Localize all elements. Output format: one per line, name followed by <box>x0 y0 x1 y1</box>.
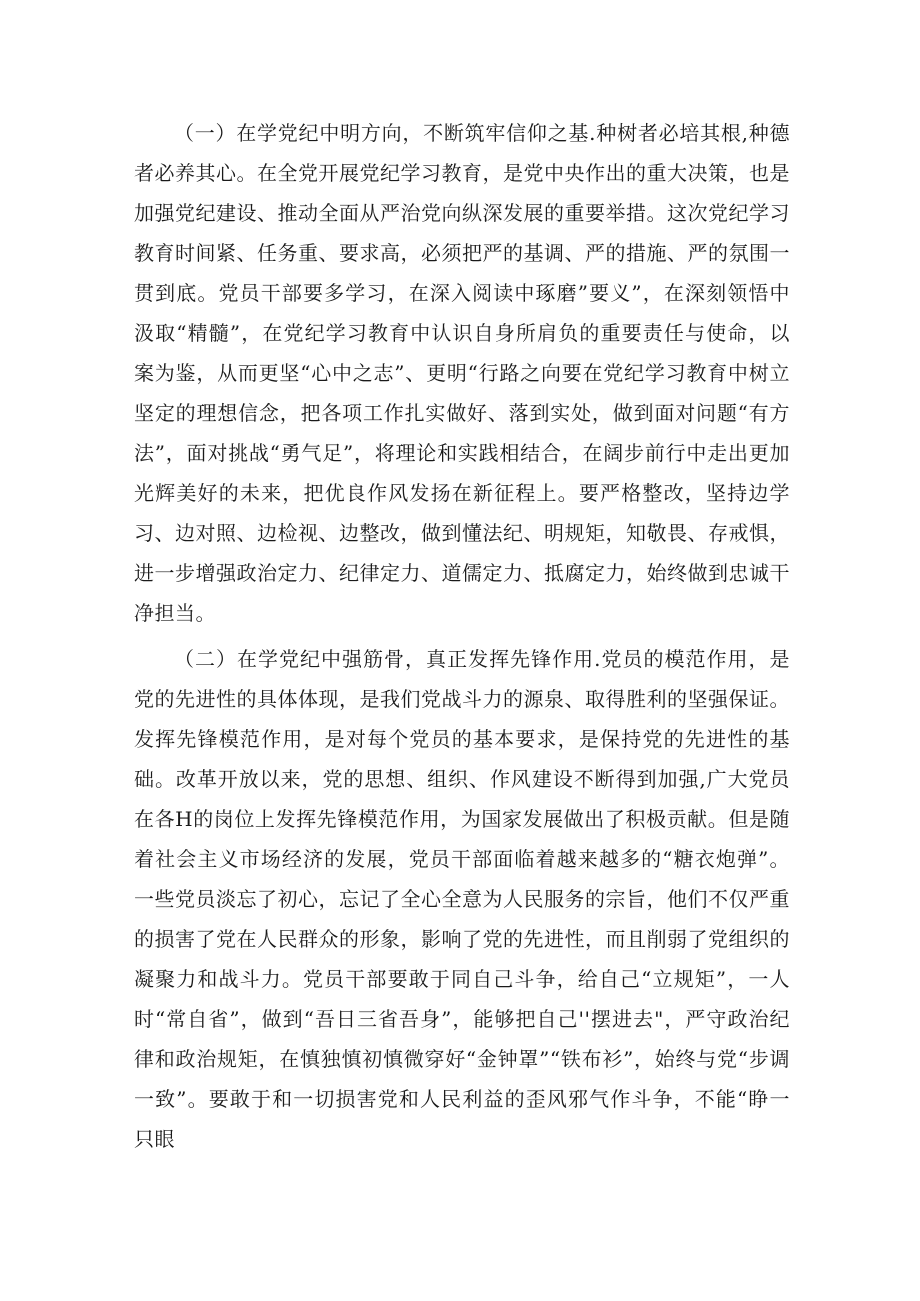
paragraph-2: （二）在学党纪中强筋骨，真正发挥先锋作用.党员的模范作用，是党的先进性的具体体现，是我们党战斗力的源泉、取得胜利的坚强保证。发挥先锋模范作用，是对每个党员的基本要求，是保持党的先进性的基础。改革开放以来，党的思想、组织、作风建设不断得到加强,广大党员在各H的岗位上发挥先锋模范作用，为国家发展做出了积极贡献。但是随着社会主义市场经济的发展，党员干部面临着越来越多的“糖衣炮弹”。一些党员淡忘了初心，忘记了全心全意为人民服务的宗旨，他们不仅严重的损害了党在人民群众的形象，影响了党的先进性，而且削弱了党组织的凝聚力和战斗力。党员干部要敢于同自己斗争，给自己“立规矩”，一人时“常自省”，做到“吾日三省吾身”，能够把自己''摆进去"，严守政治纪律和政治规矩，在慎独慎初慎微穿好“金钟罩”“铁布衫”，始终与党“步调一致”。要敢于和一切损害党和人民利益的歪风邪气作斗争，不能“睁一只眼 <box>134 647 790 1151</box>
document-body <box>134 113 790 1165</box>
paragraph-1: （一）在学党纪中明方向，不断筑牢信仰之基.种树者必培其根,种德者必养其心。在全党开展党纪学习教育，是党中央作出的重大决策，也是加强党纪建设、推动全面从严治党向纵深发展的重要举措。这次党纪学习教育时间紧、任务重、要求高，必须把严的基调、严的措施、严的氛围一贯到底。党员干部要多学习，在深入阅读中琢磨”要义”，在深刻领悟中汲取“精髓”，在党纪学习教育中认识自身所肩负的重要责任与使命，以案为鉴，从而更坚“心中之志”、更明“行路之向要在党纪学习教育中树立坚定的理想信念，把各项工作扎实做好、落到实处，做到面对问题“有方法”，面对挑战“勇气足”，将理论和实践相结合，在阔步前行中走出更加光辉美好的未来，把优良作风发扬在新征程上。要严格整改，坚持边学习、边对照、边检视、边整改，做到懂法纪、明规矩，知敬畏、存戒惧，进一步增强政治定力、纪律定力、道儒定力、抵腐定力，始终做到忠诚干净担当。 <box>134 121 790 625</box>
